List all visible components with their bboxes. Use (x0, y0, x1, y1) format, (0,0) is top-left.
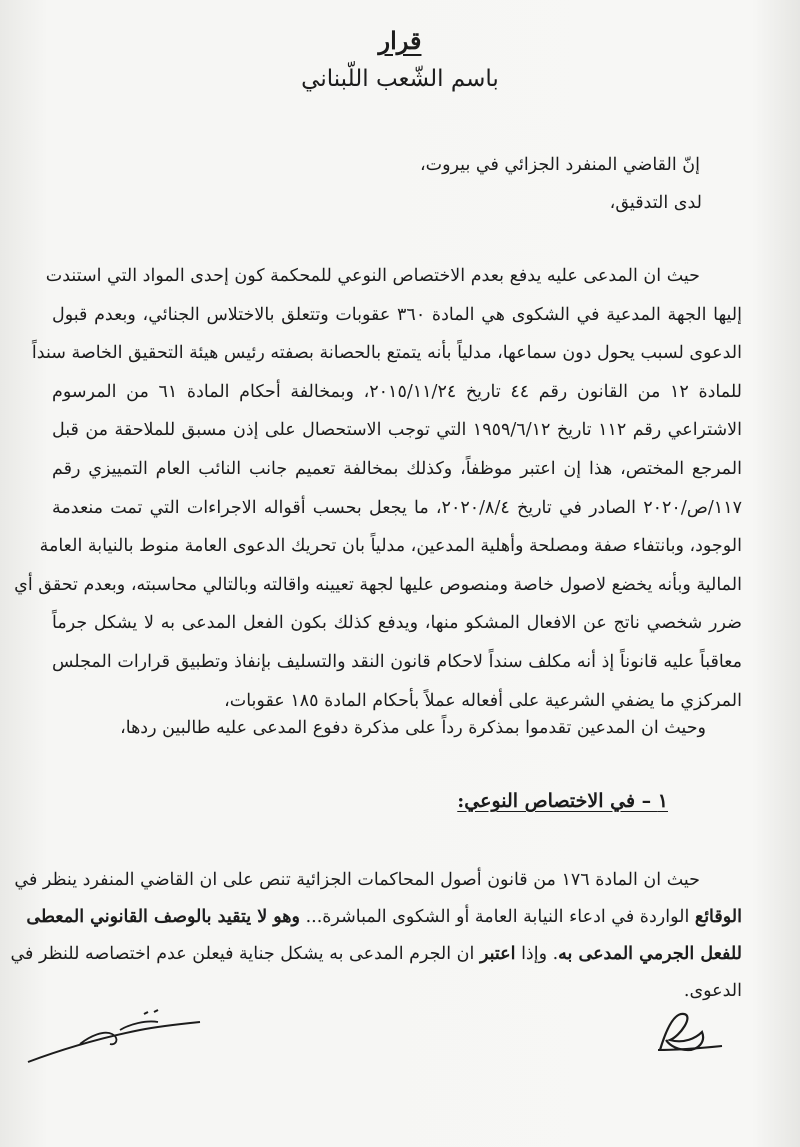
bold-term: اعتبر (479, 944, 516, 964)
paragraph-line: الدعوى لسبب يحول دون سماعها، مدلياً بأنه يتمتع بالحصانة بصفته رئيس هيئة التحقيق الخاصة سنداً (31, 343, 742, 364)
paragraph-line (26, 899, 742, 936)
paragraph-line: ضرر شخصي ناتج عن الافعال المشكو منها، ويدفع كذلك بكون الفعل المدعى به لا يشكل جرماً (52, 613, 742, 634)
paragraph-line: المرجع المختص، هذا إن اعتبر موظفاً، وكذلك بمخالفة تعميم جانب النائب العام التمييزي رقم (52, 458, 742, 479)
paragraph-line: ١١٧/ص/٢٠٢٠ الصادر في تاريخ ٢٠٢٠/٨/٤، ما يجعل بحسب أقواله الاجراءات التي تمت منعدمة (52, 497, 742, 518)
paragraph-line: معاقباً عليه قانوناً إذ أنه مكلف سنداً لاحكام قانون النقد والتسليف بإنفاذ وتطبيق قرارات المجلس (52, 651, 742, 672)
paragraph-objections (14, 257, 743, 720)
paragraph-line: المركزي ما يضفي الشرعية على أفعاله عملاً بأحكام المادة ١٨٥ عقوبات، (224, 690, 742, 711)
document-title: قرار (378, 26, 422, 55)
paragraph-line: حيث ان المادة ١٧٦ من قانون أصول المحاكمات الجزائية تنص على ان القاضي المنفرد ينظر في (14, 870, 700, 890)
section-heading: ١ – في الاختصاص النوعي: (457, 790, 668, 812)
text-run: الواردة في ادعاء النيابة العامة أو الشكوى المباشرة... (300, 907, 695, 927)
paragraph-line: المالية وبأنه يخضع لاصول خاصة ومنصوص عليها لجهة تعيينه واقالته وبالتالي محاسبته، وبعدم تحقق أي (14, 574, 742, 595)
paragraph-jurisdiction (10, 862, 742, 1010)
signature-left (20, 1000, 210, 1080)
bold-term: الوقائع (694, 907, 742, 927)
bold-phrase: للفعل الجرمي المدعى به (558, 944, 742, 964)
text-run: . وإذا (515, 944, 559, 964)
audit-line: لدى التدقيق، (609, 193, 702, 213)
paragraph-line: الدعوى. (683, 981, 742, 1001)
bold-phrase: وهو لا يتقيد بالوصف القانوني المعطى (26, 907, 300, 927)
text-run: ان الجرم المدعى به يشكل جناية فيعلن عدم اختصاصه للنظر في (10, 944, 480, 964)
document-subtitle: باسم الشّعب اللّبناني (301, 66, 499, 92)
paragraph-line (10, 936, 742, 973)
paragraph-line: للمادة ١٢ من القانون رقم ٤٤ تاريخ ٢٠١٥/١١/٢٤، وبمخالفة أحكام المادة ٦١ من المرسوم (52, 381, 743, 402)
paragraph-reply: وحيث ان المدعين تقدموا بمذكرة رداً على مذكرة دفوع المدعى عليه طالبين ردها، (120, 718, 706, 738)
paragraph-line: إليها الجهة المدعية في الشكوى هي المادة ٣٦٠ عقوبات وتتعلق بالاختلاس الجنائي، وبعدم قبول (52, 304, 743, 325)
addressee-line: إنّ القاضي المنفرد الجزائي في بيروت، (419, 155, 700, 175)
signature-right (640, 1000, 730, 1060)
paragraph-line: حيث ان المدعى عليه يدفع بعدم الاختصاص النوعي للمحكمة كون إحدى المواد التي استندت (45, 266, 700, 286)
paragraph-line: الاشتراعي رقم ١١٢ تاريخ ١٩٥٩/٦/١٢ التي توجب الاستحصال على إذن مسبق للملاحقة من قبل (52, 420, 742, 441)
paragraph-line: الوجود، وبانتفاء صفة ومصلحة وأهلية المدعين، مدلياً بان تحريك الدعوى العامة منوط بالنيابة العامة (39, 536, 742, 557)
